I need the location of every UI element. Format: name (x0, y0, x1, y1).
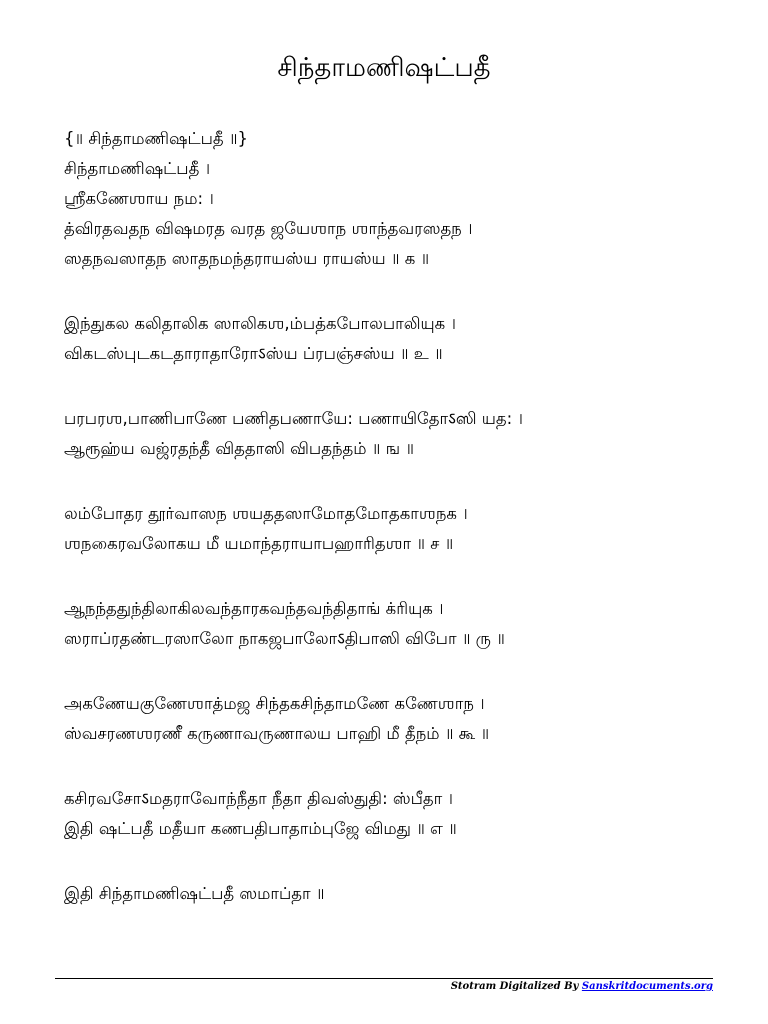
sanskritdocuments-link[interactable]: Sanskritdocuments.org (581, 981, 713, 992)
verse-line: {॥ சிந்தாமணிஷட்பதீ ॥} (64, 129, 249, 148)
verse-line: லம்போதர தூர்வாஸந ஶயததஸாமோதமோதகாஶநக । (64, 504, 468, 523)
verse-line: ஸதநவஸாதந ஸாதநமந்தராயஸ்ய ராயஸ்ய ॥ க ॥ (64, 249, 430, 268)
page-title: சிந்தாமணிஷட்பதீ (277, 53, 491, 83)
stanza-gap (64, 654, 724, 689)
verse-line: சிந்தாமணிஷட்பதீ । (64, 159, 211, 178)
verse-line: ஆரூஹ்ய வஜ்ரதந்தீ விததாஸி விபதந்தம் ॥ ங ॥ (64, 439, 414, 458)
verse-line: இதி ஷட்பதீ மதீயா கணபதிபாதாம்புஜே விமது ॥ எ ॥ (64, 819, 457, 838)
verse-line: ஶ்ரீகணேஶாய நம꞉ । (64, 189, 214, 208)
document-body (64, 124, 724, 909)
verse-line: ஸ்வசரணஶரணீ கருணாவருணாலய பாஹி மீ தீநம் ॥ கூ ॥ (64, 724, 490, 743)
footer-credit (451, 980, 713, 993)
stanza-gap (64, 844, 724, 879)
stanza-gap (64, 369, 724, 404)
verse-line: இதி சிந்தாமணிஷட்பதீ ஸமாப்தா ॥ (64, 884, 325, 903)
verse-line: இந்துகல கலிதாலிக ஸாலிகஶ,ம்பத்கபோலபாலியுக । (64, 314, 456, 333)
footer-divider (55, 978, 713, 979)
verse-line: கசிரவசோऽமதராவோந்நீதா நீதா திவஸ்துதி꞉ ஸ்பீதா । (64, 789, 453, 808)
verse-line: ஆநந்ததுந்திலாகிலவந்தாரகவந்தவந்திதாங் க்ரியுக । (64, 599, 444, 618)
verse-line: ஶநகைரவலோகய மீ யமாந்தராயாபஹாரிதஶா ॥ ச ॥ (64, 534, 454, 553)
verse-line: விகடஸ்புடகடதாராதாரோऽஸ்ய ப்ரபஞ்சஸ்ய ॥ உ ॥ (64, 344, 443, 363)
stanza-gap (64, 274, 724, 309)
stanza-gap (64, 559, 724, 594)
stanza-gap (64, 464, 724, 499)
verse-line: ஸராப்ரதண்டரஸாலோ நாகஜபாலோऽதிபாஸி விபோ ॥ ரு ॥ (64, 629, 505, 648)
footer-credit-prefix: Stotram Digitalized By (450, 981, 582, 992)
verse-line: அகணேயகுணேஶாத்மஜ சிந்தகசிந்தாமணே கணேஶாந । (64, 694, 485, 713)
verse-line: பரபரஶ,பாணிபாணே பணிதபணாயே꞉ பணாயிதோऽஸி யத꞉ । (64, 409, 523, 428)
stanza-gap (64, 749, 724, 784)
verse-line: த்விரதவதந விஷமரத வரத ஜயேஶாந ஶாந்தவரஸதந । (64, 219, 473, 238)
